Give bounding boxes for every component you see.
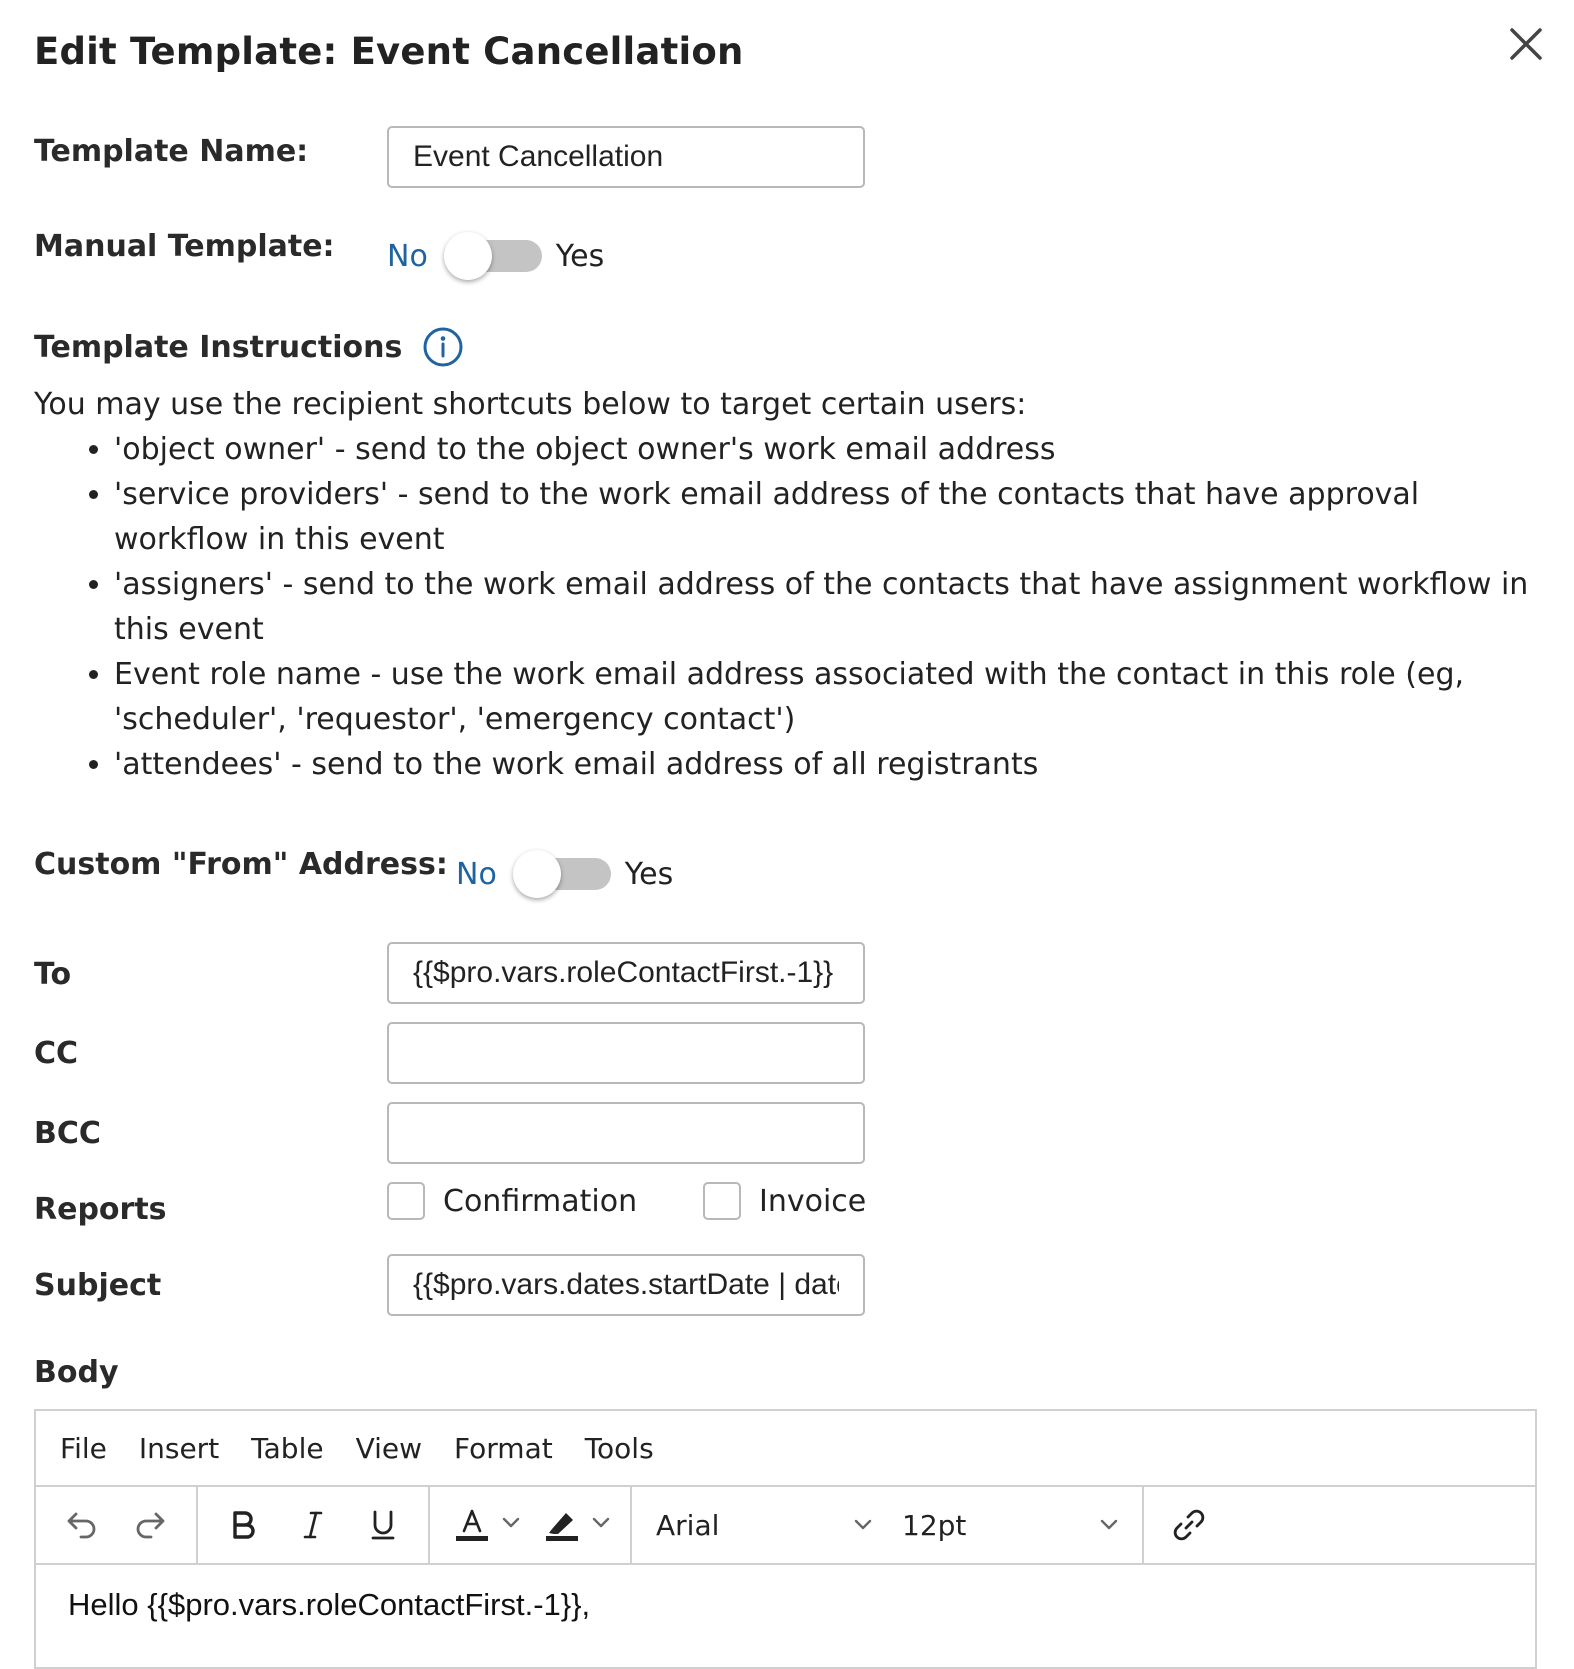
undo-button[interactable] (53, 1497, 109, 1553)
to-label: To (34, 957, 72, 992)
instruction-item: • 'service providers' - send to the work email address of the contacts that have approval workflow in this event (114, 472, 1544, 562)
manual-template-no-label: No (387, 238, 428, 274)
cc-input[interactable] (387, 1022, 865, 1084)
to-input[interactable] (387, 942, 865, 1004)
chevron-down-icon (850, 1512, 876, 1538)
template-instructions-heading (34, 326, 464, 368)
template-instructions-body (34, 382, 1544, 787)
manual-template-toggle-row (387, 231, 604, 281)
template-instructions-title: Template Instructions (34, 329, 403, 365)
menu-table[interactable]: Table (251, 1431, 324, 1465)
link-icon (1169, 1505, 1209, 1545)
bold-icon (223, 1505, 263, 1545)
highlighter-icon (542, 1505, 582, 1545)
highlight-color-button[interactable] (536, 1497, 614, 1553)
custom-from-label: Custom "From" Address: (34, 847, 448, 882)
bcc-label: BCC (34, 1116, 101, 1151)
instruction-item: • Event role name - use the work email address associated with the contact in this role (eg, 'scheduler', 'requestor', 'emergency contact') (114, 652, 1544, 742)
font-family-value: Arial (656, 1508, 720, 1542)
link-group (1144, 1487, 1234, 1563)
menu-file[interactable]: File (60, 1431, 107, 1465)
chevron-down-icon (1096, 1512, 1122, 1538)
reports-label: Reports (34, 1192, 167, 1227)
insert-link-button[interactable] (1161, 1497, 1217, 1553)
instructions-intro: You may use the recipient shortcuts below to target certain users: (34, 387, 1027, 422)
subject-label: Subject (34, 1268, 162, 1303)
text-style-group (198, 1487, 430, 1563)
manual-template-yes-label: Yes (555, 238, 605, 274)
menu-insert[interactable]: Insert (138, 1431, 220, 1465)
instructions-list (34, 427, 1544, 787)
switch-knob (513, 850, 561, 898)
custom-from-toggle-row (456, 849, 673, 899)
italic-button[interactable] (285, 1497, 341, 1553)
underline-button[interactable] (355, 1497, 411, 1553)
info-icon[interactable] (422, 326, 464, 368)
chevron-down-icon (588, 1510, 614, 1536)
editor-toolbar (36, 1487, 1535, 1565)
font-group (632, 1487, 1144, 1563)
manual-template-switch[interactable] (444, 231, 542, 281)
menu-view[interactable]: View (355, 1431, 423, 1465)
rich-text-editor (34, 1409, 1537, 1669)
dialog-title: Edit Template: Event Cancellation (34, 30, 744, 73)
undo-icon (61, 1505, 101, 1545)
body-label: Body (34, 1355, 119, 1390)
chevron-down-icon (498, 1510, 524, 1536)
invoice-checkbox[interactable] (703, 1182, 741, 1220)
redo-button[interactable] (123, 1497, 179, 1553)
instruction-item: • 'attendees' - send to the work email address of all registrants (114, 742, 1544, 787)
menu-format[interactable]: Format (454, 1431, 553, 1465)
font-size-select[interactable] (902, 1509, 1122, 1542)
text-color-button[interactable] (446, 1497, 524, 1553)
close-icon (1504, 22, 1548, 66)
color-group (430, 1487, 632, 1563)
custom-from-switch[interactable] (513, 849, 611, 899)
history-group (36, 1487, 198, 1563)
underline-icon (363, 1505, 403, 1545)
close-button[interactable] (1504, 22, 1548, 66)
cc-label: CC (34, 1036, 79, 1071)
switch-knob (444, 232, 492, 280)
template-name-input[interactable] (387, 126, 865, 188)
text-color-icon (452, 1505, 492, 1545)
confirmation-checkbox-wrap[interactable] (387, 1182, 637, 1220)
subject-input[interactable] (387, 1254, 865, 1316)
editor-menubar (36, 1411, 1535, 1487)
manual-template-label: Manual Template: (34, 229, 335, 264)
template-name-label: Template Name: (34, 134, 309, 169)
confirmation-label: Confirmation (443, 1183, 638, 1219)
instruction-item: • 'assigners' - send to the work email address of the contacts that have assignment workflow in this event (114, 562, 1544, 652)
bcc-input[interactable] (387, 1102, 865, 1164)
custom-from-no-label: No (456, 856, 497, 892)
invoice-label: Invoice (759, 1183, 867, 1219)
bold-button[interactable] (215, 1497, 271, 1553)
invoice-checkbox-wrap[interactable] (703, 1182, 866, 1220)
redo-icon (131, 1505, 171, 1545)
menu-tools[interactable]: Tools (584, 1431, 654, 1465)
font-family-select[interactable] (656, 1509, 876, 1542)
editor-content[interactable]: Hello {{$pro.vars.roleContactFirst.-1}}, (68, 1587, 591, 1622)
custom-from-yes-label: Yes (624, 856, 674, 892)
font-size-value: 12pt (902, 1508, 967, 1542)
italic-icon (293, 1505, 333, 1545)
confirmation-checkbox[interactable] (387, 1182, 425, 1220)
instruction-item: • 'object owner' - send to the object owner's work email address (114, 427, 1544, 472)
